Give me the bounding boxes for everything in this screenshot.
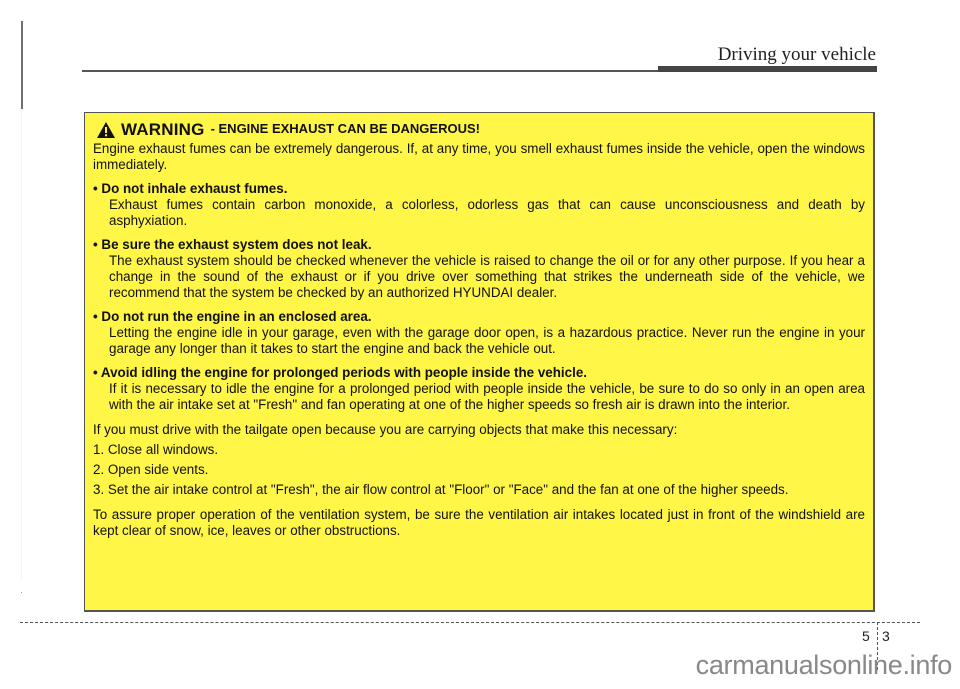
warning-box [84,112,875,612]
warning-label: WARNING [121,120,205,139]
warning-triangle-icon [97,122,115,138]
header-rule-thin [82,70,660,72]
chapter-number: 5 [862,628,870,644]
bullet-heading: • Do not inhale exhaust fumes. [93,181,288,196]
step-item: 3. Set the air intake control at "Fresh", the air flow control at "Floor" or "Face" and the fan at one of the higher speeds. [93,482,789,497]
bullet-body: Letting the engine idle in your garage, even with the garage door open, is a hazardous practice. Never run the engine in your garage any longer than it takes to start the engine and back the vehicle out. [109,325,865,356]
warning-subtitle: - ENGINE EXHAUST CAN BE DANGEROUS! [210,121,480,136]
bullet-body: Exhaust fumes contain carbon monoxide, a colorless, odorless gas that can cause unconsciousness and death by asphyxiation. [109,197,865,228]
watermark: carmanualsonline.info [695,650,952,680]
warning-heading [97,121,865,138]
section-title: Driving your vehicle [717,44,876,65]
footer-dashed-rule [20,622,920,623]
warning-intro: Engine exhaust fumes can be extremely dangerous. If, at any time, you smell exhaust fumes inside the vehicle, open the windows immediately. [93,141,865,172]
bullet-body: If it is necessary to idle the engine for a prolonged period with people inside the vehicle, be sure to do so only in an open area with the air intake set at "Fresh" and fan operating at one of the higher speeds so fresh air is drawn into the interior. [109,381,865,412]
left-margin-faint-rule [21,109,22,579]
tailgate-intro: If you must drive with the tailgate open because you are carrying objects that make this necessary: [93,422,678,437]
bullet-body: The exhaust system should be checked whenever the vehicle is raised to change the oil or for any other purpose. If you hear a change in the sound of the exhaust or if you drive over something that strikes the underneath side of the vehicle, we recommend that the system be checked by an authorized HYUNDAI dealer. [109,253,865,300]
bullet-heading: • Avoid idling the engine for prolonged periods with people inside the vehicle. [93,365,587,380]
step-item: 1. Close all windows. [93,442,219,457]
header-rule-thick [658,66,877,72]
page-number: 3 [882,628,890,644]
step-item: 2. Open side vents. [93,462,209,477]
closing-paragraph: To assure proper operation of the ventilation system, be sure the ventilation air intakes located just in front of the windshield are kept clear of snow, ice, leaves or other obstructions. [93,507,865,538]
left-margin-rule [21,21,23,109]
bullet-heading: • Do not run the engine in an enclosed area. [93,309,372,324]
bullet-heading: • Be sure the exhaust system does not leak. [93,237,372,252]
margin-dot [21,592,22,593]
